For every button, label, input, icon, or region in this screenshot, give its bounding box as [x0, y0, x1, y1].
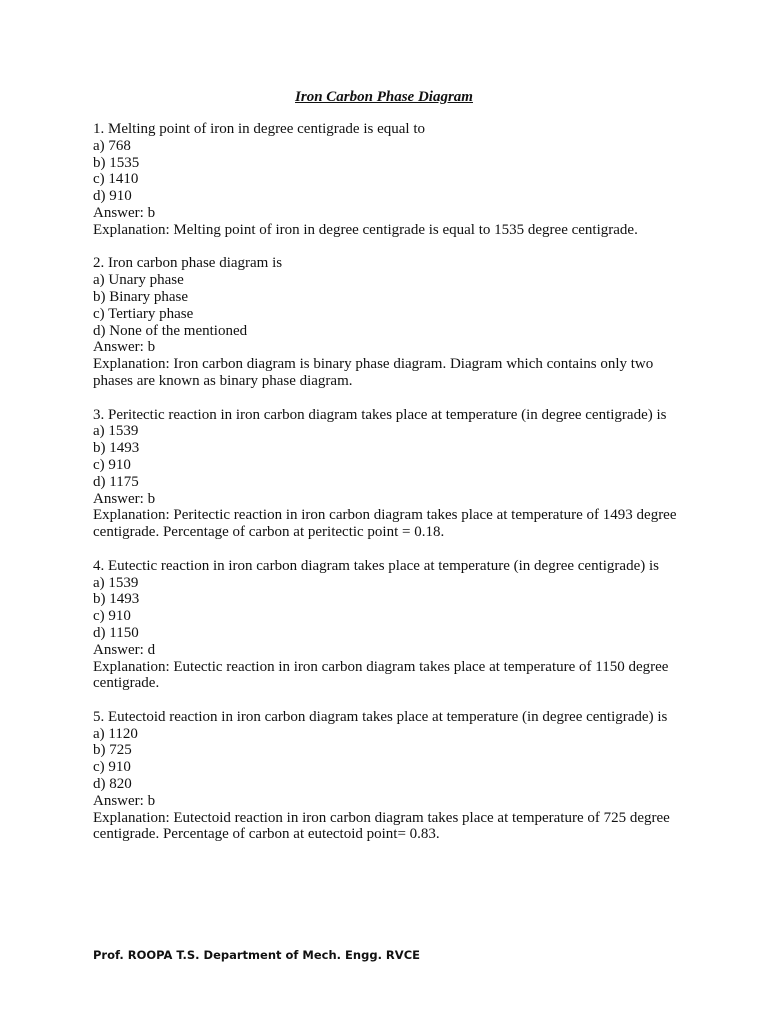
option-b: b) 1493 [93, 440, 140, 457]
option-c: c) 910 [93, 456, 131, 473]
explanation: Explanation: Iron carbon diagram is binary phase diagram. Diagram which contains only two phases are known as binary phase diagram. [93, 356, 658, 389]
option-a: a) 1120 [93, 725, 138, 742]
explanation: Explanation: Melting point of iron in degree centigrade is equal to 1535 degree centigrade. [93, 221, 638, 238]
question-stem: 4. Eutectic reaction in iron carbon diagram takes place at temperature (in degree centigrade) is [93, 557, 659, 574]
explanation: Explanation: Peritectic reaction in iron carbon diagram takes place at temperature of 1493 degree centigrade. Percentage of carbon at peritectic point = 0.18. [93, 507, 681, 541]
option-a: a) 1539 [93, 423, 139, 440]
answer: Answer: b [93, 204, 156, 221]
option-d: d) None of the mentioned [93, 322, 248, 339]
answer: Answer: b [93, 490, 156, 507]
question-2 [93, 255, 683, 389]
question-list [93, 121, 683, 860]
explanation: Explanation: Eutectic reaction in iron carbon diagram takes place at temperature of 1150 degree centigrade. [93, 658, 673, 692]
option-c: c) 1410 [93, 171, 139, 188]
option-b: b) Binary phase [93, 288, 188, 305]
explanation: Explanation: Eutectoid reaction in iron carbon diagram takes place at temperature of 725 degree centigrade. Percentage of carbon at eutectoid point= 0.83. [93, 809, 674, 843]
option-c: c) Tertiary phase [93, 305, 194, 322]
question-5 [93, 709, 683, 843]
option-a: a) Unary phase [93, 272, 184, 289]
option-d: d) 820 [93, 776, 132, 793]
question-4 [93, 558, 683, 692]
option-d: d) 910 [93, 188, 132, 205]
question-stem: 3. Peritectic reaction in iron carbon diagram takes place at temperature (in degree centigrade) is [93, 406, 667, 423]
document-title: Iron Carbon Phase Diagram [295, 89, 473, 105]
question-1 [93, 121, 683, 239]
question-3 [93, 407, 683, 541]
option-d: d) 1150 [93, 624, 139, 641]
option-c: c) 910 [93, 759, 131, 776]
option-b: b) 725 [93, 742, 132, 759]
page-footer: Prof. ROOPA T.S. Department of Mech. Engg. RVCE [93, 948, 420, 962]
answer: Answer: d [93, 641, 156, 658]
option-a: a) 1539 [93, 574, 139, 591]
option-d: d) 1175 [93, 473, 139, 490]
answer: Answer: b [93, 339, 156, 356]
option-a: a) 768 [93, 137, 131, 154]
question-stem: 5. Eutectoid reaction in iron carbon diagram takes place at temperature (in degree centigrade) is [93, 708, 668, 725]
question-stem: 2. Iron carbon phase diagram is [93, 255, 283, 272]
option-c: c) 910 [93, 608, 131, 625]
question-stem: 1. Melting point of iron in degree centigrade is equal to [93, 121, 425, 137]
option-b: b) 1493 [93, 591, 140, 608]
option-b: b) 1535 [93, 154, 140, 171]
answer: Answer: b [93, 792, 156, 809]
